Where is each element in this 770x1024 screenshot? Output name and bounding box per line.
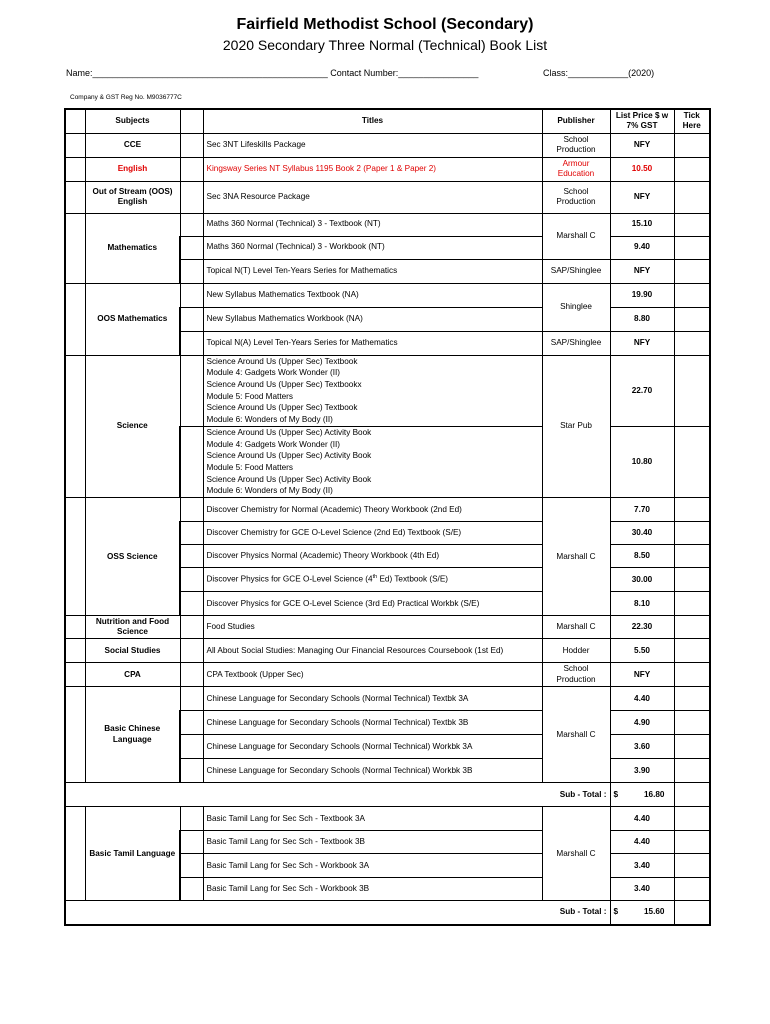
publisher-cell: Hodder <box>542 639 610 663</box>
tick-box[interactable] <box>65 663 85 687</box>
subtotal-value: $ 16.80 <box>610 783 674 807</box>
tick-box[interactable] <box>674 759 710 783</box>
price-cell: 3.60 <box>610 735 674 759</box>
tick-box[interactable] <box>674 213 710 236</box>
tick-box[interactable] <box>674 807 710 831</box>
price-cell: 10.80 <box>610 426 674 497</box>
subtotal-value: $ 15.60 <box>610 901 674 925</box>
tick-box[interactable] <box>180 807 203 831</box>
tick-box[interactable] <box>674 522 710 545</box>
tick-box[interactable] <box>674 307 710 331</box>
table-row <box>65 157 710 181</box>
tick-box[interactable] <box>674 854 710 878</box>
subject-cell: Basic Tamil Language <box>85 807 180 901</box>
tick-box[interactable] <box>180 181 203 213</box>
tick-box[interactable] <box>65 498 85 616</box>
subject-cell: English <box>85 157 180 181</box>
tick-box[interactable] <box>65 687 85 783</box>
title-cell: New Syllabus Mathematics Workbook (NA) <box>203 307 542 331</box>
tick-box[interactable] <box>674 639 710 663</box>
table-header-row <box>65 109 710 133</box>
tick-box[interactable] <box>674 283 710 307</box>
tick-box[interactable] <box>674 181 710 213</box>
tick-box[interactable] <box>65 355 85 498</box>
price-cell: 5.50 <box>610 639 674 663</box>
price-cell: 3.40 <box>610 854 674 878</box>
title-cell: Topical N(T) Level Ten-Years Series for Mathematics <box>203 259 542 283</box>
titles-header: Titles <box>203 109 542 133</box>
publisher-cell: SAP/Shinglee <box>542 259 610 283</box>
tick-box[interactable] <box>674 616 710 639</box>
tick-box[interactable] <box>674 687 710 711</box>
price-cell: 30.00 <box>610 568 674 592</box>
subjects-header: Subjects <box>85 109 180 133</box>
tick-box[interactable] <box>180 568 203 592</box>
tick-box[interactable] <box>65 283 85 355</box>
subject-cell: CPA <box>85 663 180 687</box>
tick-box[interactable] <box>674 355 710 426</box>
tick-box[interactable] <box>674 426 710 497</box>
subject-cell: OSS Science <box>85 498 180 616</box>
price-cell: 10.50 <box>610 157 674 181</box>
tick-box[interactable] <box>180 283 203 307</box>
title-cell: Discover Physics for GCE O-Level Science (3rd Ed) Practical Workbk (S/E) <box>203 592 542 616</box>
title-cell: Basic Tamil Lang for Sec Sch - Textbook 3B <box>203 831 542 854</box>
tick-box[interactable] <box>180 831 203 854</box>
subtotal-label: Sub - Total : <box>65 901 610 925</box>
class-field[interactable]: Class:____________(2020) <box>543 68 655 78</box>
title-cell: Maths 360 Normal (Technical) 3 - Textbook (NT) <box>203 213 542 236</box>
tick-box[interactable] <box>674 545 710 568</box>
price-cell: NFY <box>610 663 674 687</box>
price-cell: 4.90 <box>610 711 674 735</box>
publisher-cell: Marshall C <box>542 807 610 901</box>
title-cell: New Syllabus Mathematics Textbook (NA) <box>203 283 542 307</box>
tick-box[interactable] <box>674 568 710 592</box>
price-cell: 3.90 <box>610 759 674 783</box>
price-cell: 8.80 <box>610 307 674 331</box>
tick-box[interactable] <box>180 687 203 711</box>
publisher-cell: School Production <box>542 133 610 157</box>
title-cell: Chinese Language for Secondary Schools (Normal Technical) Textbk 3B <box>203 711 542 735</box>
table-row <box>65 498 710 522</box>
price-cell: 19.90 <box>610 283 674 307</box>
price-cell: 4.40 <box>610 831 674 854</box>
title-cell: Discover Physics for GCE O-Level Science (4th Ed) Textbook (S/E) <box>203 568 542 592</box>
tick-box[interactable] <box>180 639 203 663</box>
title-cell: Discover Chemistry for GCE O-Level Science (2nd Ed) Textbook (S/E) <box>203 522 542 545</box>
tick-box[interactable] <box>674 878 710 901</box>
title-cell: Chinese Language for Secondary Schools (Normal Technical) Workbk 3A <box>203 735 542 759</box>
price-cell: 3.40 <box>610 878 674 901</box>
tick-box[interactable] <box>674 331 710 355</box>
title-cell: Topical N(A) Level Ten-Years Series for Mathematics <box>203 331 542 355</box>
title-cell: Discover Physics Normal (Academic) Theory Workbook (4th Ed) <box>203 545 542 568</box>
title-cell: Kingsway Series NT Syllabus 1195 Book 2 (Paper 1 & Paper 2) <box>203 157 542 181</box>
title-cell: Science Around Us (Upper Sec) Activity Book Module 4: Gadgets Work Wonder (II) Science Around Us (Upper Sec) Activity Book Module 5: Food Matters Science Around Us (Upper Sec) Activity Book Module 6: Wonders of My Body (II) <box>203 426 542 497</box>
title-cell: Basic Tamil Lang for Sec Sch - Textbook 3A <box>203 807 542 831</box>
price-cell: 7.70 <box>610 498 674 522</box>
tick-box[interactable] <box>674 498 710 522</box>
tick-box[interactable] <box>65 133 85 157</box>
company-reg-no: Company & GST Reg No. M9036777C <box>70 94 182 101</box>
subject-cell: Mathematics <box>85 213 180 283</box>
table-row <box>65 283 710 307</box>
title-cell: Science Around Us (Upper Sec) Textbook Module 4: Gadgets Work Wonder (II) Science Around Us (Upper Sec) Textbookx Module 5: Food Matters Science Around Us (Upper Sec) Textbook Module 6: Wonders of My Body (II) <box>203 355 542 426</box>
title-cell: All About Social Studies: Managing Our Financial Resources Coursebook (1st Ed) <box>203 639 542 663</box>
publisher-cell: Marshall C <box>542 498 610 616</box>
subject-cell: Social Studies <box>85 639 180 663</box>
publisher-cell: Shinglee <box>542 283 610 331</box>
price-cell: 22.30 <box>610 616 674 639</box>
subject-cell: CCE <box>85 133 180 157</box>
publisher-cell: Marshall C <box>542 213 610 259</box>
tick-box[interactable] <box>674 259 710 283</box>
subject-cell: OOS Mathematics <box>85 283 180 355</box>
tick-box[interactable] <box>180 307 203 331</box>
price-cell: NFY <box>610 331 674 355</box>
title-cell: Chinese Language for Secondary Schools (Normal Technical) Workbk 3B <box>203 759 542 783</box>
publisher-cell: School Production <box>542 663 610 687</box>
price-cell: 30.40 <box>610 522 674 545</box>
tick-box[interactable] <box>674 592 710 616</box>
tick-box[interactable] <box>180 133 203 157</box>
tick-box[interactable] <box>65 639 85 663</box>
tick-box[interactable] <box>65 616 85 639</box>
tick-box[interactable] <box>180 498 203 522</box>
table-row <box>65 133 710 157</box>
tick-box[interactable] <box>180 854 203 878</box>
price-cell: 8.50 <box>610 545 674 568</box>
tick-box[interactable] <box>180 426 203 497</box>
title-cell: Basic Tamil Lang for Sec Sch - Workbook 3A <box>203 854 542 878</box>
tick-box[interactable] <box>674 236 710 259</box>
tick-box[interactable] <box>180 759 203 783</box>
document-title: Fairfield Methodist School (Secondary) <box>236 16 534 33</box>
subject-cell: Basic Chinese Language <box>85 687 180 783</box>
tick-box[interactable] <box>65 157 85 181</box>
tick-box[interactable] <box>180 355 203 426</box>
name-contact-field[interactable]: Name:_______________________________________________ Contact Number:________________ <box>66 68 479 78</box>
title-cell: Sec 3NT Lifeskills Package <box>203 133 542 157</box>
publisher-header: Publisher <box>542 109 610 133</box>
price-cell: NFY <box>610 133 674 157</box>
table-row <box>65 616 710 639</box>
publisher-cell: Star Pub <box>542 355 610 498</box>
document-subtitle: 2020 Secondary Three Normal (Technical) Book List <box>222 37 548 53</box>
tick-box[interactable] <box>180 735 203 759</box>
tick-box[interactable] <box>674 711 710 735</box>
table-row <box>65 663 710 687</box>
title-cell: Maths 360 Normal (Technical) 3 - Workbook (NT) <box>203 236 542 259</box>
tick-box[interactable] <box>674 831 710 854</box>
table-row <box>65 807 710 831</box>
tick-header: Tick Here <box>674 109 710 133</box>
tick-box[interactable] <box>180 213 203 236</box>
tick-box[interactable] <box>180 157 203 181</box>
title-cell: Chinese Language for Secondary Schools (Normal Technical) Textbk 3A <box>203 687 542 711</box>
tick-box[interactable] <box>65 807 85 901</box>
publisher-cell: SAP/Shinglee <box>542 331 610 355</box>
price-cell: 9.40 <box>610 236 674 259</box>
price-cell: NFY <box>610 259 674 283</box>
table-row <box>65 181 710 213</box>
tick-box[interactable] <box>674 663 710 687</box>
title-cell: Basic Tamil Lang for Sec Sch - Workbook 3B <box>203 878 542 901</box>
price-cell: 15.10 <box>610 213 674 236</box>
tick-box[interactable] <box>180 236 203 259</box>
table-row <box>65 687 710 711</box>
price-cell: 4.40 <box>610 687 674 711</box>
title-cell: CPA Textbook (Upper Sec) <box>203 663 542 687</box>
price-cell: 22.70 <box>610 355 674 426</box>
tick-box[interactable] <box>65 181 85 213</box>
subtotal-row <box>65 901 710 925</box>
publisher-cell: Armour Education <box>542 157 610 181</box>
tick-box[interactable] <box>180 259 203 283</box>
price-header: List Price $ w 7% GST <box>610 109 674 133</box>
title-cell: Sec 3NA Resource Package <box>203 181 542 213</box>
tick-box[interactable] <box>65 213 85 283</box>
tick-box[interactable] <box>180 592 203 616</box>
publisher-cell: School Production <box>542 181 610 213</box>
subject-cell: Out of Stream (OOS) English <box>85 181 180 213</box>
title-cell: Discover Chemistry for Normal (Academic) Theory Workbook (2nd Ed) <box>203 498 542 522</box>
title-cell: Food Studies <box>203 616 542 639</box>
tick-box[interactable] <box>180 522 203 545</box>
table-row <box>65 213 710 236</box>
subtotal-row <box>65 783 710 807</box>
publisher-cell: Marshall C <box>542 616 610 639</box>
tick-box[interactable] <box>674 735 710 759</box>
book-list-table <box>64 108 711 926</box>
subtotal-label: Sub - Total : <box>65 783 610 807</box>
tick-box[interactable] <box>674 133 710 157</box>
tick-box[interactable] <box>180 545 203 568</box>
price-cell: 4.40 <box>610 807 674 831</box>
price-cell: NFY <box>610 181 674 213</box>
price-cell: 8.10 <box>610 592 674 616</box>
tick-box[interactable] <box>180 331 203 355</box>
tick-box[interactable] <box>180 616 203 639</box>
tick-box[interactable] <box>180 663 203 687</box>
tick-box[interactable] <box>180 711 203 735</box>
subject-cell: Science <box>85 355 180 498</box>
subject-cell: Nutrition and Food Science <box>85 616 180 639</box>
tick-box[interactable] <box>674 157 710 181</box>
table-row <box>65 355 710 426</box>
publisher-cell: Marshall C <box>542 687 610 783</box>
table-row <box>65 639 710 663</box>
tick-box[interactable] <box>180 878 203 901</box>
